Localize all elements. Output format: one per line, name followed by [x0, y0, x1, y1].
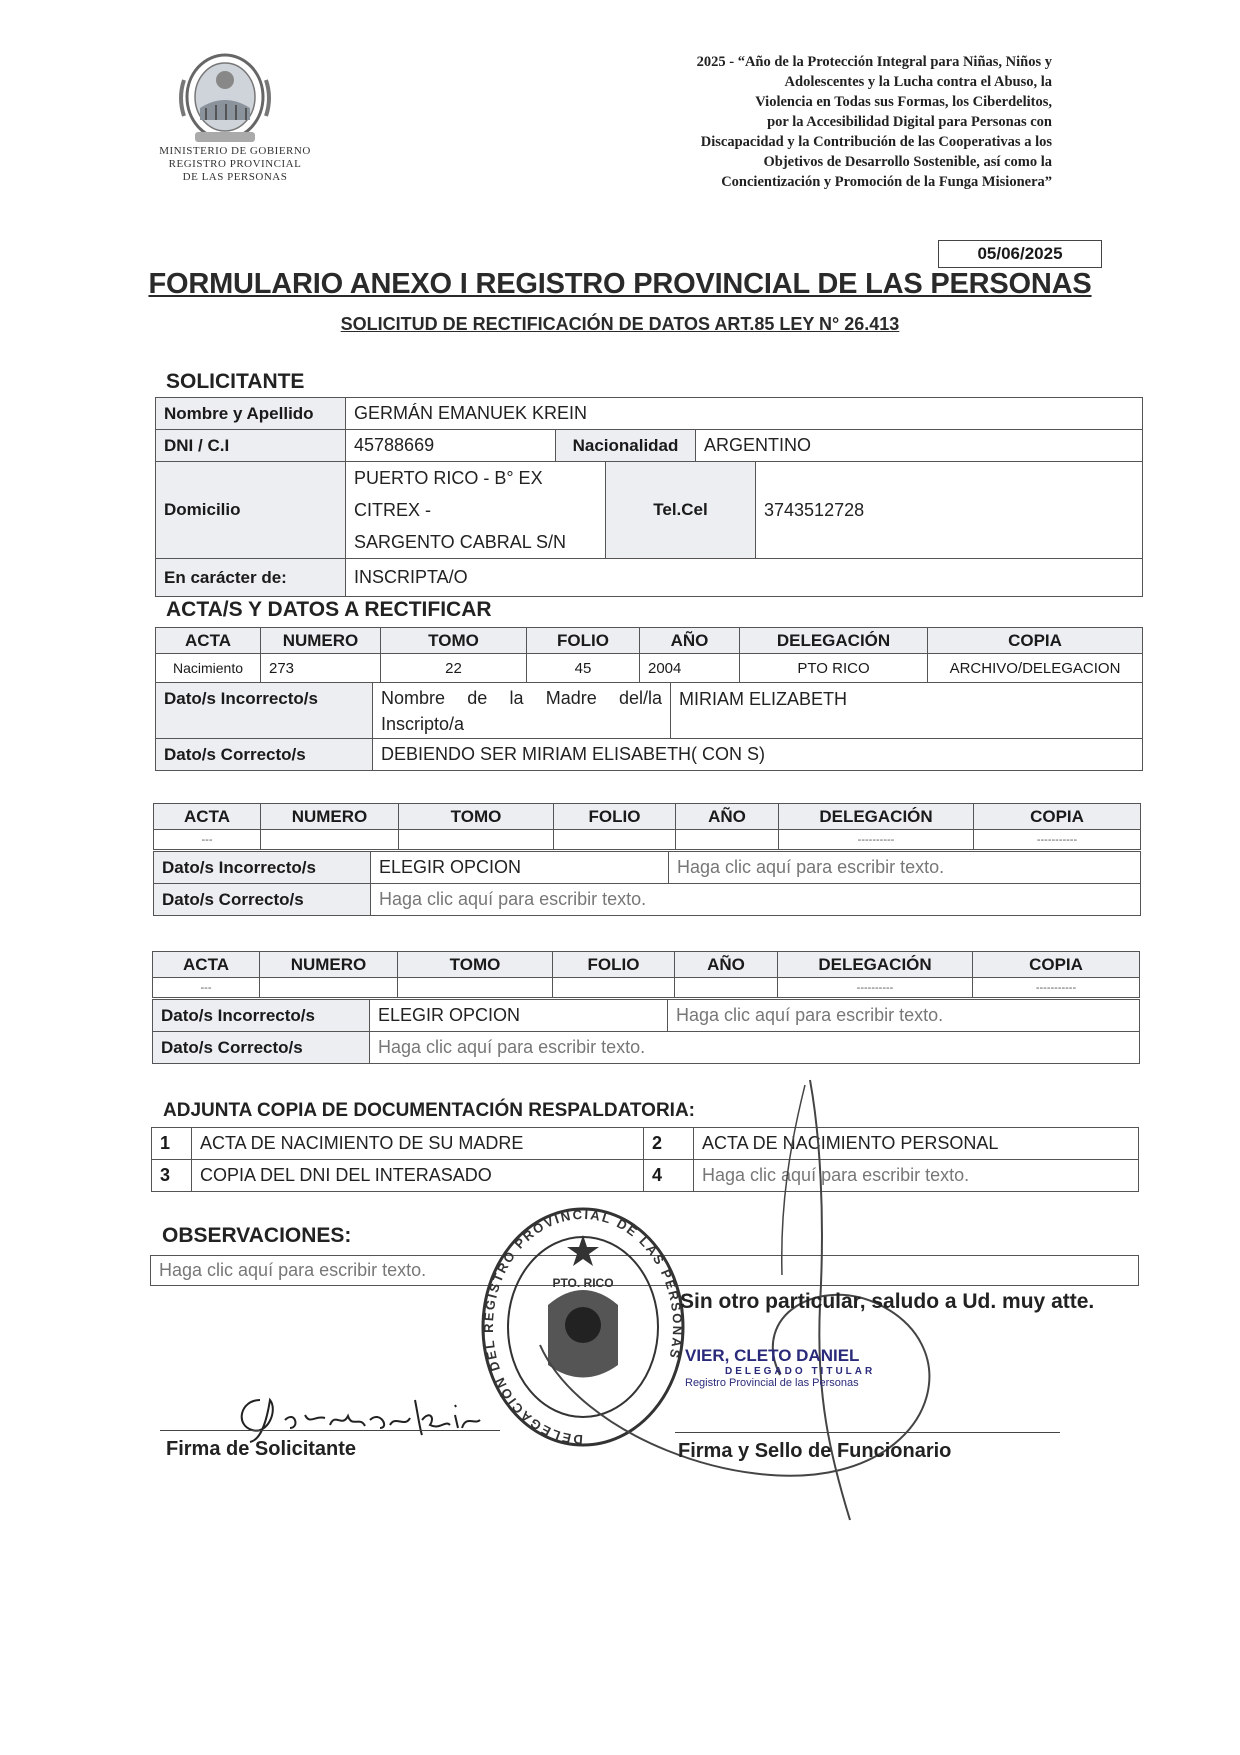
official-signature-line: [675, 1432, 1060, 1433]
col-folio: FOLIO: [554, 804, 676, 830]
col-tomo: TOMO: [381, 628, 527, 654]
acta-tomo-field[interactable]: [399, 830, 554, 850]
year-motto: 2025 - “Año de la Protección Integral para Niñas, Niños y Adolescentes y la Lucha contra el Abuso, la Violencia en Todas sus Formas, los Ciberdelitos, por la Accesibilidad Digital para Personas con Discapacidad y la Contribución de las Cooperativas a los Objetivos de Desarrollo Sostenible, así como la Concientización y Promoción de la Funga Misionera”: [696, 54, 1052, 190]
col-delegacion: DELEGACIÓN: [778, 952, 973, 978]
farewell-text: Sin otro particular, saludo a Ud. muy atte.: [680, 1290, 1095, 1313]
col-folio: FOLIO: [527, 628, 640, 654]
applicant-signature-line: [160, 1430, 500, 1431]
acta-tomo-field[interactable]: [398, 978, 553, 998]
nacionalidad-field[interactable]: ARGENTINO: [696, 430, 1143, 462]
incorrect-option-select[interactable]: ELEGIR OPCION: [370, 1000, 668, 1032]
observaciones-field[interactable]: Haga clic aquí para escribir texto.: [151, 1256, 1139, 1286]
col-tomo: TOMO: [398, 952, 553, 978]
official-signature-label: Firma y Sello de Funcionario: [678, 1440, 952, 1462]
acta-block-2-datos: [153, 851, 1141, 916]
incorrect-value-field[interactable]: Haga clic aquí para escribir texto.: [669, 852, 1141, 884]
acta-folio-field[interactable]: 45: [527, 654, 640, 683]
domicilio-line: SARGENTO CABRAL S/N: [354, 532, 567, 552]
incorrect-value-field[interactable]: MIRIAM ELIZABETH: [671, 683, 1143, 739]
official-stamp: [685, 1346, 875, 1389]
col-acta: ACTA: [154, 804, 261, 830]
acta-delegacion-field[interactable]: PTO RICO: [740, 654, 928, 683]
incorrect-option-select[interactable]: ELEGIR OPCION: [371, 852, 669, 884]
col-anio: AÑO: [676, 804, 779, 830]
acta-numero-field[interactable]: [261, 830, 399, 850]
acta-block-1: [155, 627, 1143, 683]
adjunta-num: 1: [152, 1128, 192, 1160]
ministry-name: MINISTERIO DE GOBIERNO REGISTRO PROVINCIAL DE LAS PERSONAS: [159, 145, 311, 183]
incorrect-field-select[interactable]: [373, 683, 671, 739]
col-tomo: TOMO: [399, 804, 554, 830]
stamp-name-text: VIER, CLETO DANIEL: [685, 1346, 860, 1365]
acta-block-2: [153, 803, 1141, 850]
adjunta-num: 4: [644, 1160, 694, 1192]
correct-label: Dato/s Correcto/s: [154, 884, 371, 916]
section-solicitante: SOLICITANTE: [166, 370, 305, 393]
incorrect-label: Dato/s Incorrecto/s: [153, 1000, 370, 1032]
section-actas: ACTA/S Y DATOS A RECTIFICAR: [166, 598, 492, 621]
domicilio-field[interactable]: [346, 462, 606, 559]
stamp-office-text: Registro Provincial de las Personas: [685, 1377, 859, 1389]
acta-numero-field[interactable]: 273: [261, 654, 381, 683]
acta-copia-field[interactable]: -----------: [973, 978, 1140, 998]
domicilio-line: PUERTO RICO - B° EX CITREX -: [354, 468, 543, 520]
col-numero: NUMERO: [261, 804, 399, 830]
incorrect-value-field[interactable]: Haga clic aquí para escribir texto.: [668, 1000, 1140, 1032]
correct-value-field[interactable]: Haga clic aquí para escribir texto.: [370, 1032, 1140, 1064]
incorrect-field-line: Inscripto/a: [381, 713, 465, 734]
col-delegacion: DELEGACIÓN: [779, 804, 974, 830]
col-numero: NUMERO: [261, 628, 381, 654]
adjunta-num: 3: [152, 1160, 192, 1192]
col-delegacion: DELEGACIÓN: [740, 628, 928, 654]
col-copia: COPIA: [973, 952, 1140, 978]
adjunta-item-field[interactable]: Haga clic aquí para escribir texto.: [694, 1160, 1139, 1192]
acta-numero-field[interactable]: [260, 978, 398, 998]
acta-anio-field[interactable]: 2004: [640, 654, 740, 683]
section-observaciones: OBSERVACIONES:: [162, 1224, 352, 1247]
caracter-label: En carácter de:: [156, 559, 346, 597]
dni-label: DNI / C.I: [156, 430, 346, 462]
nombre-label: Nombre y Apellido: [156, 398, 346, 430]
col-copia: COPIA: [928, 628, 1143, 654]
acta-delegacion-field[interactable]: ----------: [779, 830, 974, 850]
acta-anio-field[interactable]: [675, 978, 778, 998]
acta-anio-field[interactable]: [676, 830, 779, 850]
correct-label: Dato/s Correcto/s: [156, 739, 373, 771]
adjunta-item-field[interactable]: ACTA DE NACIMIENTO DE SU MADRE: [192, 1128, 644, 1160]
adjunta-num: 2: [644, 1128, 694, 1160]
date-field[interactable]: 05/06/2025: [938, 240, 1102, 268]
acta-delegacion-field[interactable]: ----------: [778, 978, 973, 998]
dni-field[interactable]: 45788669: [346, 430, 556, 462]
adjunta-item-field[interactable]: ACTA DE NACIMIENTO PERSONAL: [694, 1128, 1139, 1160]
form-subtitle: SOLICITUD DE RECTIFICACIÓN DE DATOS ART.85 LEY N° 26.413: [340, 314, 900, 334]
section-adjunta: ADJUNTA COPIA DE DOCUMENTACIÓN RESPALDATORIA:: [163, 1100, 695, 1121]
correct-value-field[interactable]: DEBIENDO SER MIRIAM ELISABETH( CON S): [373, 739, 1143, 771]
applicant-signature-label: Firma de Solicitante: [166, 1438, 357, 1460]
acta-block-1-datos: [155, 682, 1143, 771]
acta-copia-field[interactable]: ARCHIVO/DELEGACION: [928, 654, 1143, 683]
col-anio: AÑO: [675, 952, 778, 978]
adjunta-item-field[interactable]: COPIA DEL DNI DEL INTERASADO: [192, 1160, 644, 1192]
acta-block-3: [152, 951, 1140, 998]
round-seal-inner-text: PTO. RICO: [552, 1276, 614, 1290]
acta-tipo-field[interactable]: ---: [153, 978, 260, 998]
acta-folio-field[interactable]: [553, 978, 675, 998]
acta-folio-field[interactable]: [554, 830, 676, 850]
acta-tipo-field[interactable]: ---: [154, 830, 261, 850]
caracter-field[interactable]: INSCRIPTA/O: [346, 559, 1143, 597]
acta-copia-field[interactable]: -----------: [974, 830, 1141, 850]
form-title: FORMULARIO ANEXO I REGISTRO PROVINCIAL DE LAS PERSONAS: [148, 268, 1092, 300]
col-acta: ACTA: [153, 952, 260, 978]
provincial-coat-of-arms-icon: [170, 50, 280, 145]
ministry-logo: [140, 50, 330, 184]
incorrect-field-line: Nombre de la Madre del/la: [381, 687, 662, 708]
incorrect-label: Dato/s Incorrecto/s: [156, 683, 373, 739]
correct-value-field[interactable]: Haga clic aquí para escribir texto.: [371, 884, 1141, 916]
acta-tipo-field[interactable]: Nacimiento: [156, 654, 261, 683]
correct-label: Dato/s Correcto/s: [153, 1032, 370, 1064]
domicilio-label: Domicilio: [156, 462, 346, 559]
col-acta: ACTA: [156, 628, 261, 654]
solicitante-table: [155, 397, 1143, 597]
acta-tomo-field[interactable]: 22: [381, 654, 527, 683]
incorrect-label: Dato/s Incorrecto/s: [154, 852, 371, 884]
col-copia: COPIA: [974, 804, 1141, 830]
tel-label: Tel.Cel: [606, 462, 756, 559]
acta-block-3-datos: [152, 999, 1140, 1064]
nacionalidad-label: Nacionalidad: [556, 430, 696, 462]
stamp-role-text: DELEGADO TITULAR: [725, 1366, 876, 1377]
tel-field[interactable]: 3743512728: [756, 462, 1143, 559]
nombre-field[interactable]: GERMÁN EMANUEK KREIN: [346, 398, 1143, 430]
col-anio: AÑO: [640, 628, 740, 654]
round-seal-ring-text: DELEGACIÓN DEL REGISTRO PROVINCIAL DE LAS PERSONAS: [481, 1206, 686, 1448]
col-numero: NUMERO: [260, 952, 398, 978]
col-folio: FOLIO: [553, 952, 675, 978]
